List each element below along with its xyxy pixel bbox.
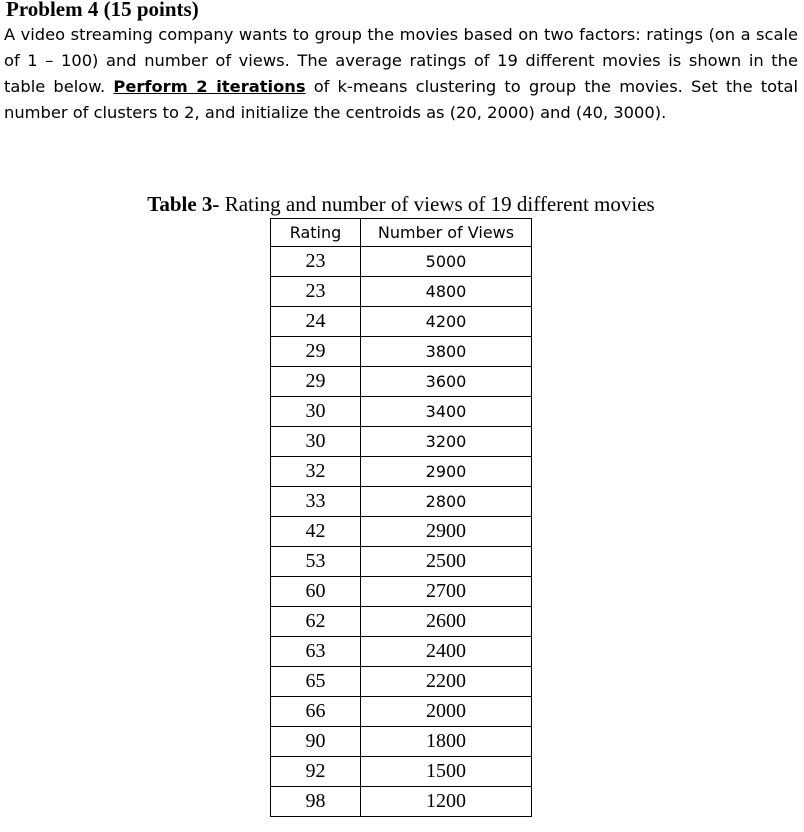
views-cell: 2700 [361,577,532,607]
table-caption-label: Table 3- [147,192,220,216]
rating-cell: 98 [271,787,361,817]
views-cell: 4800 [361,277,532,307]
table-row [271,577,532,607]
table-row [271,307,532,337]
rating-cell: 62 [271,607,361,637]
table-row [271,667,532,697]
table-row [271,367,532,397]
rating-cell: 30 [271,427,361,457]
views-cell: 1200 [361,787,532,817]
problem-statement [4,22,798,126]
views-cell: 2900 [361,457,532,487]
table-body [271,247,532,817]
rating-cell: 65 [271,667,361,697]
header-rating: Rating [271,219,361,247]
views-cell: 2200 [361,667,532,697]
problem-emphasis: Perform 2 iterations [113,77,306,96]
views-cell: 3200 [361,427,532,457]
table-row [271,487,532,517]
table-row [271,727,532,757]
rating-cell: 60 [271,577,361,607]
table-row [271,397,532,427]
rating-cell: 29 [271,337,361,367]
header-number-of-views: Number of Views [361,219,532,247]
table-row [271,757,532,787]
views-cell: 3400 [361,397,532,427]
views-cell: 1500 [361,757,532,787]
ratings-table [270,218,532,817]
problem-title: Problem 4 (15 points) [6,0,199,21]
rating-cell: 24 [271,307,361,337]
table-row [271,457,532,487]
views-cell: 3800 [361,337,532,367]
rating-cell: 30 [271,397,361,427]
table-caption-text: Rating and number of views of 19 different movies [219,192,655,216]
table-row [271,637,532,667]
views-cell: 2400 [361,637,532,667]
views-cell: 2500 [361,547,532,577]
views-cell: 2900 [361,517,532,547]
views-cell: 5000 [361,247,532,277]
problem-text-after: of k-means clustering to group the movies. Set the total number of clusters to 2, and initialize the centroids as (20, 2000) and (40, 3000). [4,77,799,122]
views-cell: 3600 [361,367,532,397]
views-cell: 4200 [361,307,532,337]
table-row [271,517,532,547]
views-cell: 2600 [361,607,532,637]
rating-cell: 32 [271,457,361,487]
problem-text-before: A video streaming company wants to group the movies based on two factors: ratings (on a scale of 1 – 100) and number of views. The average ratings of 19 different movies is shown in the table below. [4,25,798,96]
table-row [271,337,532,367]
table-row [271,607,532,637]
views-cell: 2000 [361,697,532,727]
views-cell: 1800 [361,727,532,757]
table-row [271,547,532,577]
rating-cell: 53 [271,547,361,577]
rating-cell: 29 [271,367,361,397]
rating-cell: 63 [271,637,361,667]
table-row [271,787,532,817]
views-cell: 2800 [361,487,532,517]
table-caption [0,190,804,218]
rating-cell: 33 [271,487,361,517]
rating-cell: 42 [271,517,361,547]
rating-cell: 23 [271,277,361,307]
table-row [271,697,532,727]
table-row [271,247,532,277]
rating-cell: 90 [271,727,361,757]
rating-cell: 66 [271,697,361,727]
table-row [271,277,532,307]
table-header-row [271,219,532,247]
rating-cell: 92 [271,757,361,787]
rating-cell: 23 [271,247,361,277]
table-row [271,427,532,457]
